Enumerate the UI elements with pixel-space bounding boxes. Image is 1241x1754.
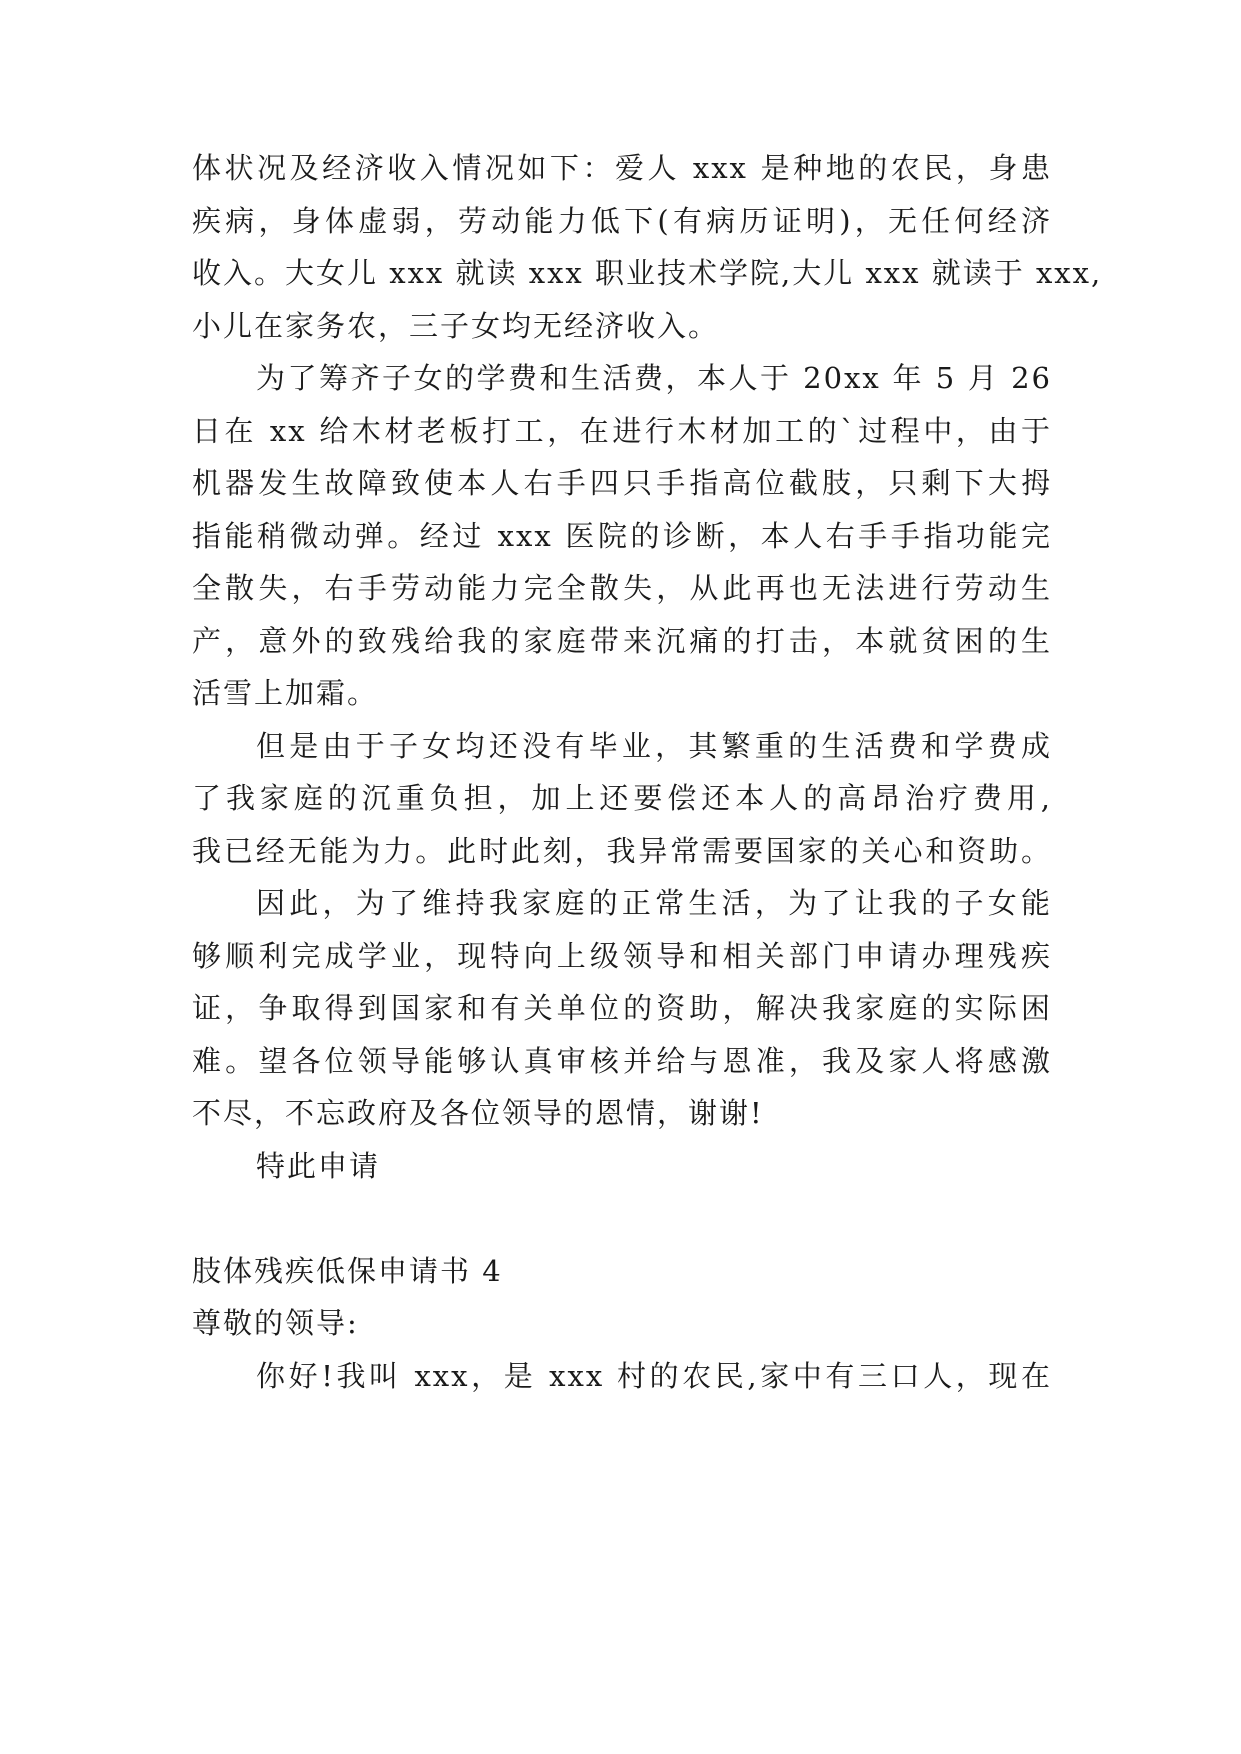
- paragraph-2-line-7: 活雪上加霜。: [192, 676, 379, 710]
- salutation: 尊敬的领导:: [192, 1306, 359, 1340]
- paragraph-1-line-4: 小儿在家务农，三子女均无经济收入。: [192, 309, 720, 343]
- section-title: 肢体残疾低保申请书 4: [192, 1254, 503, 1288]
- paragraph-1-line-3: 收入。大女儿 xxx 就读 xxx 职业技术学院,大儿 xxx 就读于 xxx,: [192, 256, 1103, 290]
- paragraph-4-line-1: 因此，为了维持我家庭的正常生活，为了让我的子女能: [256, 886, 1052, 920]
- paragraph-2-line-2: 日在 xx 给木材老板打工，在进行木材加工的`过程中，由于: [192, 414, 1052, 448]
- paragraph-2-line-3: 机器发生故障致使本人右手四只手指高位截肢，只剩下大拇: [192, 466, 1052, 500]
- closing-text: 特此申请: [256, 1149, 381, 1183]
- paragraph-3-line-2: 了我家庭的沉重负担，加上还要偿还本人的高昂治疗费用,: [192, 781, 1052, 815]
- paragraph-3-line-3: 我已经无能为力。此时此刻，我异常需要国家的关心和资助。: [192, 834, 1052, 868]
- paragraph-2-line-1: 为了筹齐子女的学费和生活费，本人于 20xx 年 5 月 26: [256, 361, 1052, 395]
- paragraph-2-line-5: 全散失，右手劳动能力完全散失，从此再也无法进行劳动生: [192, 571, 1052, 605]
- paragraph-2-line-6: 产，意外的致残给我的家庭带来沉痛的打击，本就贫困的生: [192, 624, 1052, 658]
- paragraph-4-line-3: 证，争取得到国家和有关单位的资助，解决我家庭的实际困: [192, 991, 1052, 1025]
- paragraph-4-line-4: 难。望各位领导能够认真审核并给与恩准，我及家人将感激: [192, 1044, 1052, 1078]
- paragraph-4-line-2: 够顺利完成学业，现特向上级领导和相关部门申请办理残疾: [192, 939, 1052, 973]
- paragraph-1-line-2: 疾病，身体虚弱，劳动能力低下(有病历证明)，无任何经济: [192, 204, 1052, 238]
- paragraph-3-line-1: 但是由于子女均还没有毕业，其繁重的生活费和学费成: [256, 729, 1052, 763]
- paragraph-2-line-4: 指能稍微动弹。经过 xxx 医院的诊断，本人右手手指功能完: [192, 519, 1052, 553]
- paragraph-1-line-1: 体状况及经济收入情况如下：爱人 xxx 是种地的农民，身患: [192, 151, 1052, 185]
- paragraph-4-line-5: 不尽，不忘政府及各位领导的恩情，谢谢!: [192, 1096, 764, 1130]
- paragraph-5-line-1: 你好!我叫 xxx，是 xxx 村的农民,家中有三口人，现在: [256, 1359, 1052, 1393]
